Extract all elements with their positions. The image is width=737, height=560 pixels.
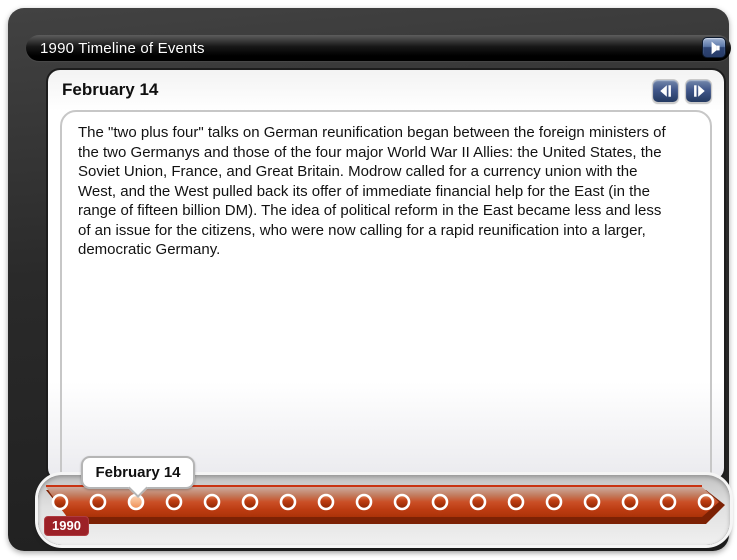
previous-event-button[interactable] — [652, 79, 679, 103]
selected-event-tooltip — [81, 456, 195, 489]
timeline-bar-body — [46, 487, 719, 517]
event-description: The "two plus four" talks on German reunification began between the foreign ministers of the two Germanys and those of the four major World War II Allies: the United States, the Soviet Union, France, and Great Britain. Modrow called for a currency union with the West, and the West pulled back its offer of immediate financial help for the East (in the range of fifteen billion DM). The idea of political reform in the East became less and less of an issue for the citizens, who were now calling for a rapid reunification into a larger, democratic Germany. — [78, 124, 666, 258]
timeline-marker[interactable] — [167, 495, 181, 509]
timeline-marker-selected[interactable] — [129, 495, 143, 509]
timeline-marker[interactable] — [585, 495, 599, 509]
event-nav — [652, 79, 712, 103]
timeline-marker[interactable] — [281, 495, 295, 509]
timeline-marker[interactable] — [91, 495, 105, 509]
timeline-marker[interactable] — [623, 495, 637, 509]
tooltip-label: February 14 — [95, 464, 181, 481]
event-text-panel — [60, 110, 712, 482]
timeline-marker[interactable] — [661, 495, 675, 509]
timeline-marker[interactable] — [471, 495, 485, 509]
audio-button[interactable] — [702, 37, 726, 58]
event-card — [46, 68, 726, 482]
app-title: 1990 Timeline of Events — [40, 39, 205, 57]
timeline-marker[interactable] — [509, 495, 523, 509]
timeline-marker[interactable] — [357, 495, 371, 509]
event-title: February 14 — [62, 80, 159, 99]
timeline-marker[interactable] — [53, 495, 67, 509]
title-bar — [26, 35, 731, 61]
step-forward-icon — [688, 82, 710, 100]
timeline-marker[interactable] — [319, 495, 333, 509]
year-badge: 1990 — [44, 516, 89, 536]
timeline-marker[interactable] — [433, 495, 447, 509]
timeline-marker[interactable] — [395, 495, 409, 509]
app-frame — [8, 8, 729, 551]
timeline-marker[interactable] — [547, 495, 561, 509]
timeline-marker[interactable] — [699, 495, 713, 509]
step-backward-icon — [655, 82, 677, 100]
next-event-button[interactable] — [685, 79, 712, 103]
speaker-icon — [705, 40, 723, 56]
timeline-marker[interactable] — [243, 495, 257, 509]
timeline-marker[interactable] — [205, 495, 219, 509]
